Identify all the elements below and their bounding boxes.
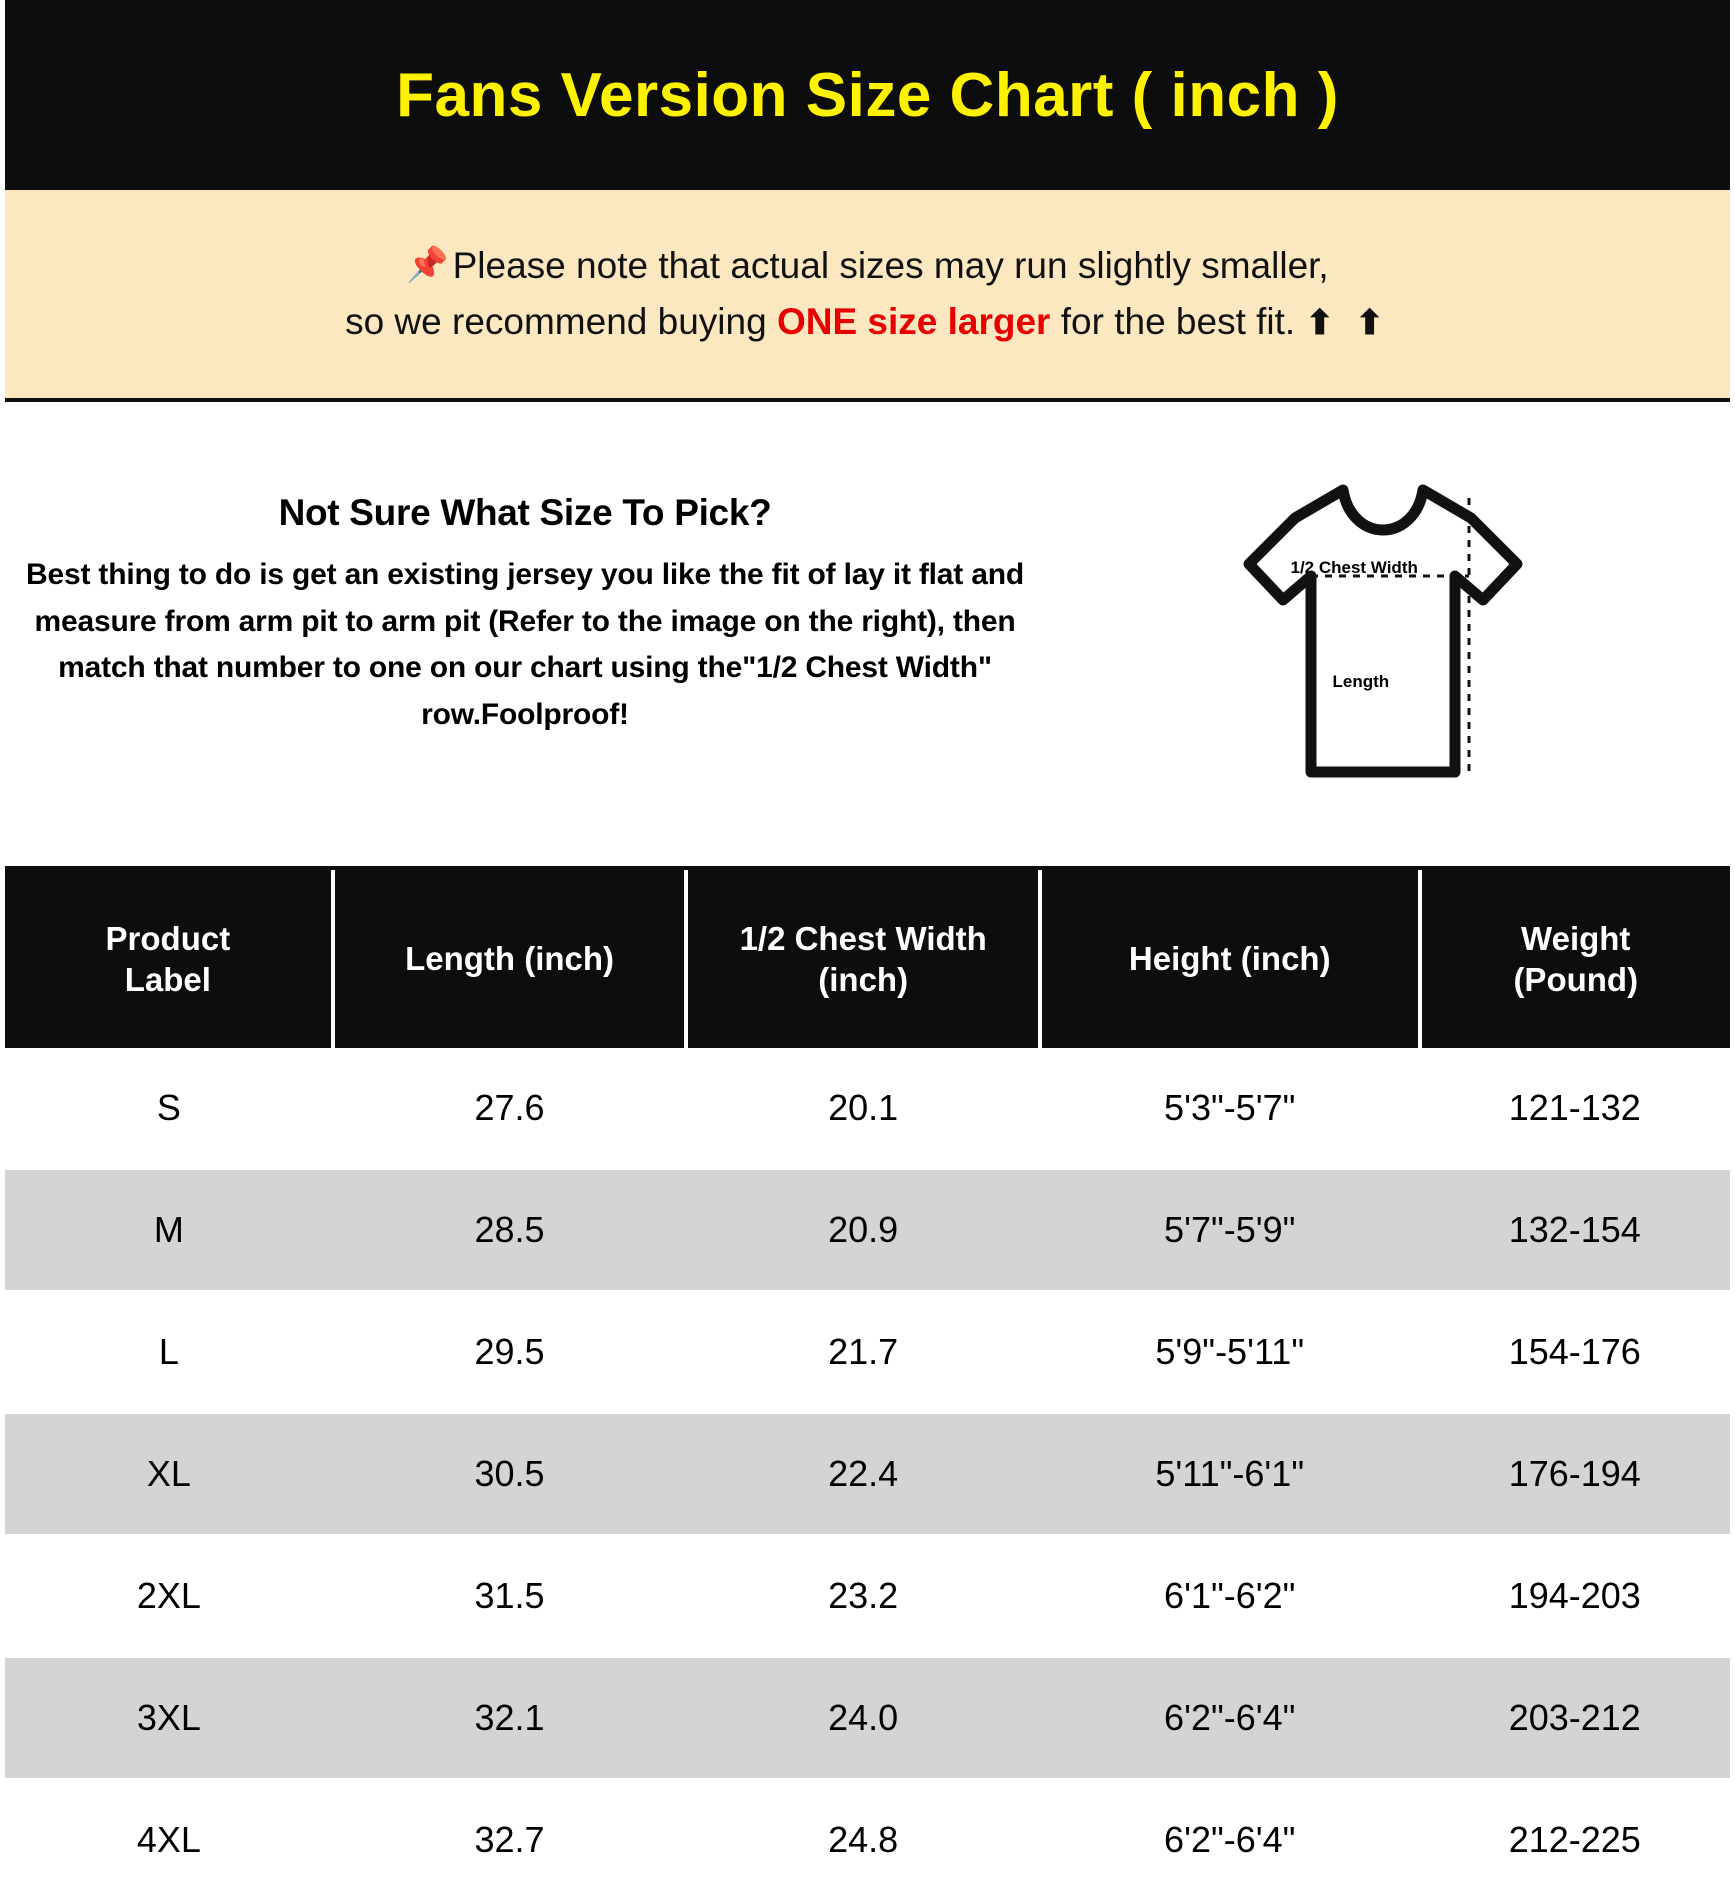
tshirt-icon [1233,472,1533,802]
cell-height: 6'2"-6'4" [1040,1657,1420,1779]
cell-chest: 22.4 [686,1413,1040,1535]
cell-height: 5'3"-5'7" [1040,1048,1420,1169]
cell-chest: 24.0 [686,1657,1040,1779]
info-text-block [5,432,1035,738]
column-header-height: Height (inch) [1040,870,1420,1048]
info-body: Best thing to do is get an existing jersey you like the fit of lay it flat and measure from arm pit to arm pit (Refer to the image on the right), then match that number to one on our chart using the"1/2 Chest Width" row.Foolproof! [26,558,1024,731]
pushpin-icon: 📌 [406,245,449,284]
cell-label: S [5,1048,333,1169]
shirt-diagram-wrap [1035,432,1730,802]
cell-height: 5'11"-6'1" [1040,1413,1420,1535]
table-header-row [5,870,1730,1048]
cell-height: 6'2"-6'4" [1040,1779,1420,1901]
cell-weight: 203-212 [1420,1657,1731,1779]
cell-length: 28.5 [333,1169,687,1291]
diagram-label-length: Length [1332,672,1390,691]
cell-weight: 176-194 [1420,1413,1731,1535]
table-row [5,1291,1730,1413]
cell-weight: 154-176 [1420,1291,1731,1413]
note-banner [5,190,1730,402]
column-header-chest-width: 1/2 Chest Width (inch) [686,870,1040,1048]
cell-chest: 24.8 [686,1779,1040,1901]
info-section [5,402,1730,870]
table-row [5,1048,1730,1169]
column-header-product-label: Product Label [5,870,333,1048]
cell-height: 6'1"-6'2" [1040,1535,1420,1657]
cell-label: L [5,1291,333,1413]
title-bar [5,0,1730,190]
cell-length: 30.5 [333,1413,687,1535]
page-title: Fans Version Size Chart ( inch ) [396,60,1339,130]
cell-length: 27.6 [333,1048,687,1169]
cell-weight: 212-225 [1420,1779,1731,1901]
cell-weight: 194-203 [1420,1535,1731,1657]
table-row [5,1535,1730,1657]
cell-weight: 132-154 [1420,1169,1731,1291]
table-row [5,1657,1730,1779]
diagram-label-chest: 1/2 Chest Width [1290,558,1418,577]
cell-weight: 121-132 [1420,1048,1731,1169]
table-row [5,1169,1730,1291]
cell-label: XL [5,1413,333,1535]
note-line-2 [345,300,1390,344]
note-text-2-before: so we recommend buying [345,301,777,342]
note-text-1: Please note that actual sizes may run slightly smaller, [452,244,1329,286]
info-heading: Not Sure What Size To Pick? [278,492,772,533]
tshirt-diagram [1233,472,1533,802]
cell-length: 32.1 [333,1657,687,1779]
cell-height: 5'9"-5'11" [1040,1291,1420,1413]
cell-length: 29.5 [333,1291,687,1413]
cell-chest: 20.9 [686,1169,1040,1291]
table-row [5,1413,1730,1535]
cell-label: 3XL [5,1657,333,1779]
cell-length: 32.7 [333,1779,687,1901]
cell-label: M [5,1169,333,1291]
column-header-weight: Weight (Pound) [1420,870,1731,1048]
cell-chest: 23.2 [686,1535,1040,1657]
cell-length: 31.5 [333,1535,687,1657]
arrow-up-icon: ⬆ ⬆ [1305,304,1390,342]
cell-chest: 21.7 [686,1291,1040,1413]
cell-height: 5'7"-5'9" [1040,1169,1420,1291]
cell-label: 4XL [5,1779,333,1901]
table-row [5,1779,1730,1901]
note-text-2-after: for the best fit. [1050,301,1306,342]
note-emphasis: ONE size larger [776,301,1051,342]
note-line-1 [406,244,1328,288]
column-header-length: Length (inch) [333,870,687,1048]
cell-label: 2XL [5,1535,333,1657]
size-table [5,870,1730,1902]
cell-chest: 20.1 [686,1048,1040,1169]
